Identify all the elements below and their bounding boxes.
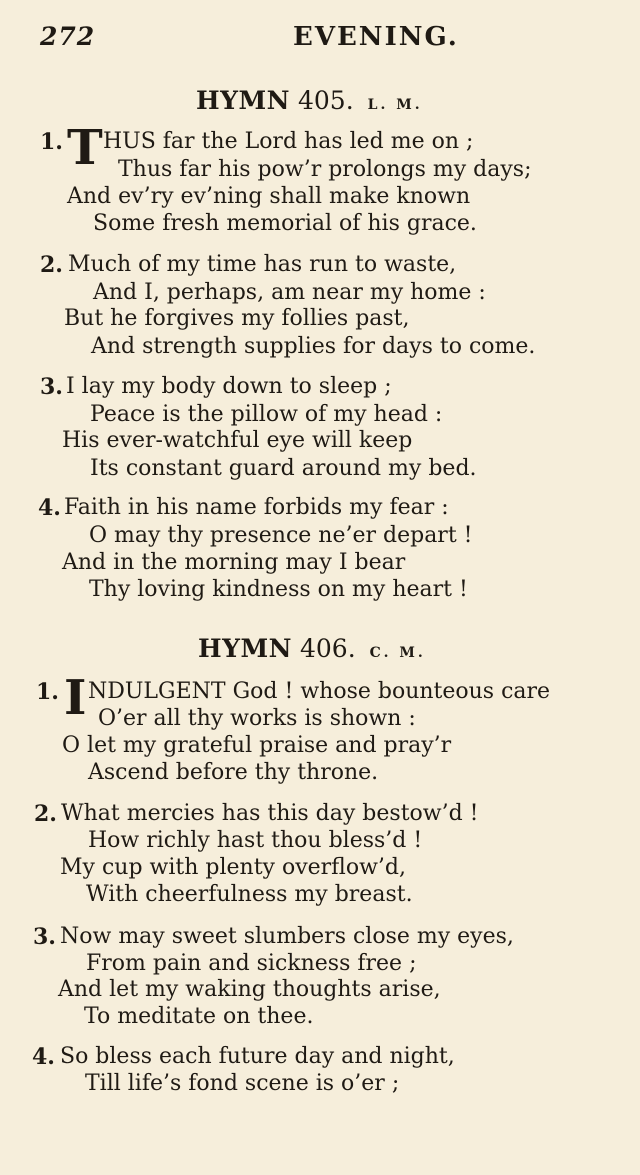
verse-line: Thy loving kindness on my heart !	[89, 577, 468, 602]
verse-line: HUS far the Lord has led me on ;	[103, 129, 474, 154]
verse-line: My cup with plenty overflow’d,	[60, 855, 406, 880]
verse-number: 1.	[36, 679, 59, 705]
verse-line: Much of my time has run to waste,	[68, 252, 457, 277]
verse-line: Its constant guard around my bed.	[90, 456, 477, 481]
verse-line: O let my grateful praise and pray’r	[62, 733, 452, 758]
running-head: EVENING.	[293, 22, 459, 52]
page-header	[40, 22, 600, 58]
hymn-number: 405.	[298, 86, 354, 115]
hymn-label: HYMN	[196, 86, 290, 115]
verse-line: And let my waking thoughts arise,	[58, 977, 441, 1002]
verse-line: And strength supplies for days to come.	[91, 334, 536, 359]
verse-number: 2.	[40, 252, 63, 278]
drop-cap: T	[67, 120, 103, 176]
verse-line: O’er all thy works is shown :	[98, 706, 416, 731]
verse-number: 3.	[40, 374, 63, 400]
hymn-label: HYMN	[198, 634, 292, 663]
verse-line: Some fresh memorial of his grace.	[93, 211, 477, 236]
verse-line: To meditate on thee.	[84, 1004, 314, 1029]
verse-line: How richly hast thou bless’d !	[88, 828, 423, 853]
drop-cap: I	[64, 670, 87, 726]
page-number: 272	[40, 22, 96, 51]
verse-line: O may thy presence ne’er depart !	[89, 523, 473, 548]
hymn-meter: C. M.	[369, 645, 426, 661]
verse-number: 4.	[32, 1044, 55, 1070]
verse-line: His ever-watchful eye will keep	[62, 428, 413, 453]
verse-line: What mercies has this day bestow’d !	[61, 801, 479, 826]
hymn-406-title	[198, 634, 426, 663]
verse-number: 3.	[33, 924, 56, 950]
verse-line: And ev’ry ev’ning shall make known	[67, 184, 471, 209]
verse-number: 2.	[34, 801, 57, 827]
verse-line: Faith in his name forbids my fear :	[64, 495, 449, 520]
hymn-405-title	[196, 86, 423, 115]
verse-line: Peace is the pillow of my head :	[90, 402, 443, 427]
hymn-number: 406.	[300, 634, 356, 663]
hymn-meter: L. M.	[367, 97, 423, 113]
verse-line: I lay my body down to sleep ;	[66, 374, 392, 399]
verse-line: Ascend before thy throne.	[88, 760, 379, 785]
verse-number: 4.	[38, 495, 61, 521]
verse-line: With cheerfulness my breast.	[86, 882, 413, 907]
verse-line: So bless each future day and night,	[60, 1044, 455, 1069]
verse-line: Till life’s fond scene is o’er ;	[85, 1071, 400, 1096]
verse-line: NDULGENT God ! whose bounteous care	[88, 679, 551, 704]
verse-line: But he forgives my follies past,	[64, 306, 410, 331]
verse-line: From pain and sickness free ;	[86, 951, 417, 976]
verse-number: 1.	[40, 129, 63, 155]
verse-line: Now may sweet slumbers close my eyes,	[60, 924, 514, 949]
verse-line: And in the morning may I bear	[62, 550, 406, 575]
verse-line: Thus far his pow’r prolongs my days;	[118, 157, 532, 182]
verse-line: And I, perhaps, am near my home :	[93, 280, 486, 305]
